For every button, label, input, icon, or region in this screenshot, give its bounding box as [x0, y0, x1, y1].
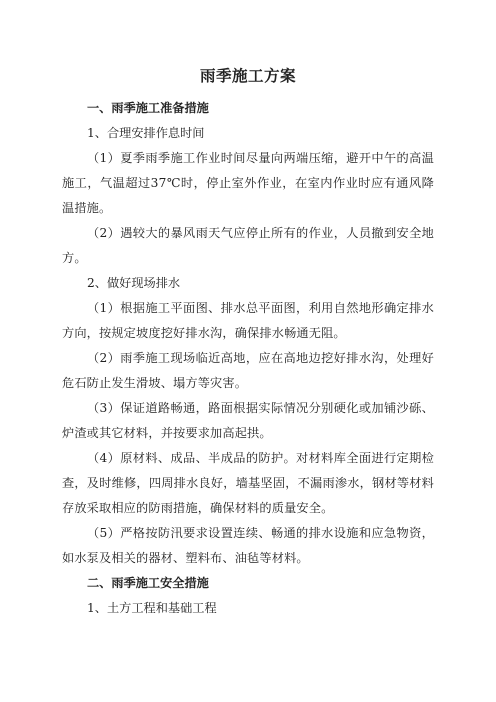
section-heading-1: 一、雨季施工准备措施	[87, 101, 209, 115]
paragraph: （3）保证道路畅通，路面根据实际情况分别硬化或加铺沙砾、炉渣或其它材料，并按要求加高起拱。	[62, 401, 434, 440]
subsection-label-1-2: 2、做好现场排水	[87, 276, 181, 290]
paragraph: （2）遇较大的暴风雨天气应停止所有的作业，人员撤到安全地方。	[62, 226, 434, 265]
paragraph: （2）雨季施工现场临近高地，应在高地边挖好排水沟，处理好危石防止发生滑坡、塌方等灾害。	[62, 351, 434, 390]
paragraph: （5）严格按防汛要求设置连续、畅通的排水设施和应急物资，如水泵及相关的器材、塑料布、油毡等材料。	[62, 526, 434, 565]
section-heading-2: 二、雨季施工安全措施	[87, 576, 209, 590]
paragraph: （1）根据施工平面图、排水总平面图，利用自然地形确定排水方向，按规定坡度挖好排水沟，确保排水畅通无阻。	[62, 301, 434, 340]
paragraph: （1）夏季雨季施工作业时间尽量向两端压缩，避开中午的高温施工，气温超过37℃时，停止室外作业，在室内作业时应有通风降温措施。	[62, 151, 434, 215]
paragraph: （4）原材料、成品、半成品的防护。对材料库全面进行定期检查，及时维修，四周排水良好，墙基坚固，不漏雨渗水，钢材等材料存放采取相应的防雨措施，确保材料的质量安全。	[62, 451, 434, 515]
document-body	[62, 96, 434, 621]
subsection-label-1-1: 1、合理安排作息时间	[87, 126, 205, 140]
subsection-label-2-1: 1、土方工程和基础工程	[87, 601, 217, 615]
document-title: 雨季施工方案	[199, 67, 296, 85]
